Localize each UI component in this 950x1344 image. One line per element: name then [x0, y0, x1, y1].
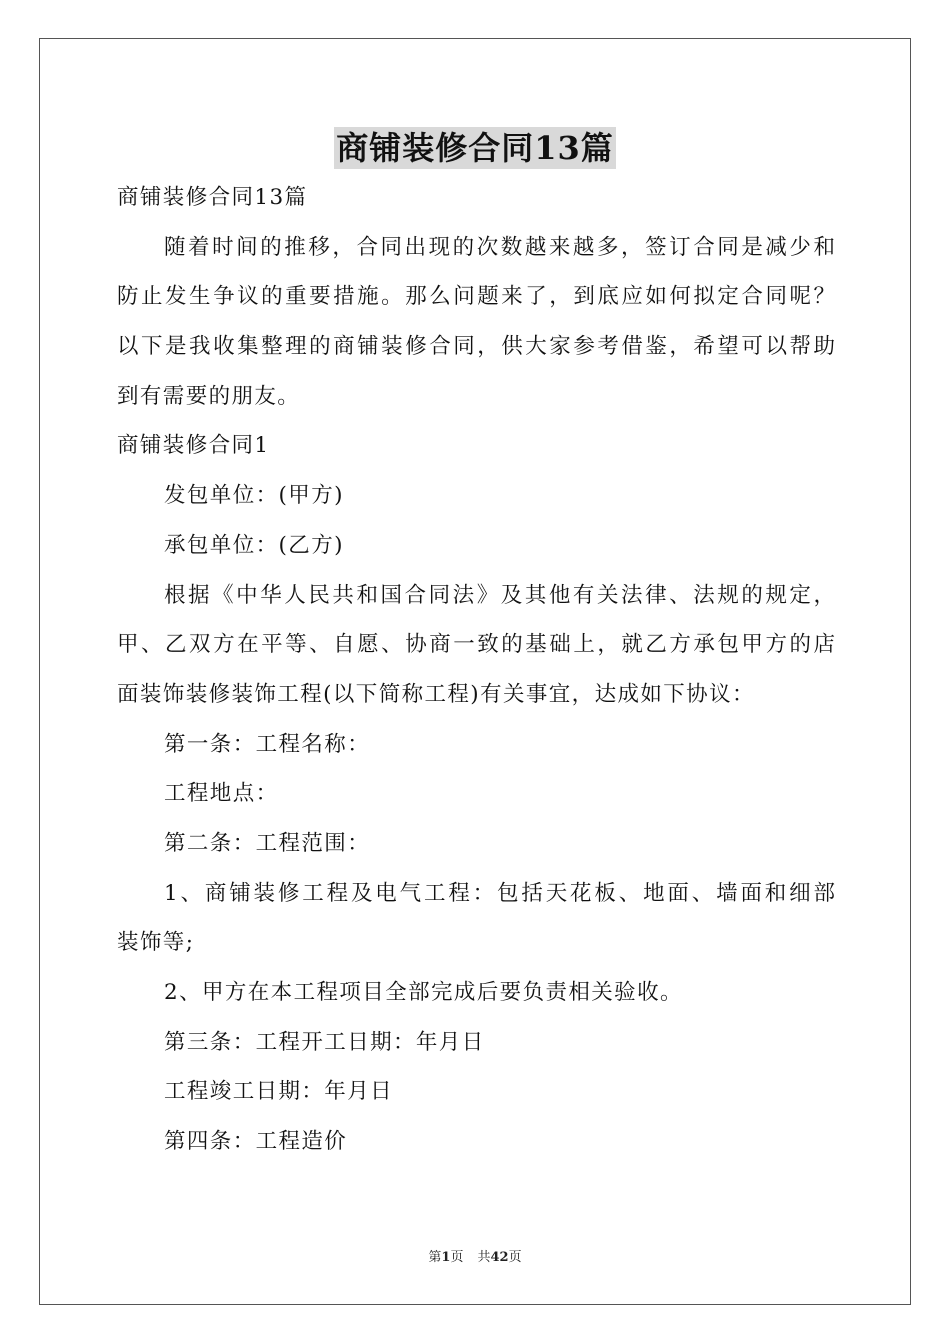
paragraph-line: 发包单位：(甲方) — [164, 483, 344, 509]
paragraph-line: 第一条：工程名称： — [164, 731, 371, 757]
paragraph-line: 到有需要的朋友。 — [117, 383, 301, 409]
paragraph-line: 装饰等; — [117, 930, 195, 956]
page-suffix: 页 — [450, 1250, 464, 1265]
total-suffix: 页 — [508, 1250, 522, 1265]
paragraph-line: 面装饰装修装饰工程(以下简称工程)有关事宜，达成如下协议： — [117, 681, 755, 707]
paragraph-line: 甲、乙双方在平等、自愿、协商一致的基础上，就乙方承包甲方的店 — [117, 632, 835, 658]
paragraph-line: 1、商铺装修工程及电气工程：包括天花板、地面、墙面和细部 — [164, 880, 835, 906]
paragraph-line: 防止发生争议的重要措施。那么问题来了，到底应如何拟定合同呢？ — [117, 284, 835, 310]
paragraph-line: 工程竣工日期：年月日 — [164, 1079, 394, 1105]
paragraph-line: 承包单位：(乙方) — [164, 532, 344, 558]
paragraph-line: 以下是我收集整理的商铺装修合同，供大家参考借鉴，希望可以帮助 — [117, 334, 835, 360]
section-heading: 商铺装修合同1 — [117, 433, 270, 459]
document-title: 商铺装修合同13篇 — [336, 129, 614, 167]
paragraph-line: 第四条：工程造价 — [164, 1129, 348, 1155]
subtitle-line: 商铺装修合同13篇 — [117, 185, 308, 210]
paragraph-line: 工程地点： — [164, 781, 279, 807]
paragraph-line: 根据《中华人民共和国合同法》及其他有关法律、法规的规定， — [164, 582, 835, 608]
page-number: 1 — [441, 1250, 451, 1265]
paragraph-line: 第二条：工程范围： — [164, 830, 371, 856]
paragraph-line: 随着时间的推移，合同出现的次数越来越多，签订合同是减少和 — [164, 234, 835, 260]
paragraph-line: 2、甲方在本工程项目全部完成后要负责相关验收。 — [164, 980, 683, 1005]
page-prefix: 第 — [428, 1250, 442, 1265]
title-wrapper — [0, 127, 950, 169]
total-pages: 42 — [490, 1250, 509, 1265]
document-body — [117, 173, 835, 1167]
paragraph-line: 第三条：工程开工日期：年月日 — [164, 1029, 485, 1055]
page-footer — [0, 1246, 950, 1265]
total-prefix: 共 — [477, 1250, 491, 1265]
